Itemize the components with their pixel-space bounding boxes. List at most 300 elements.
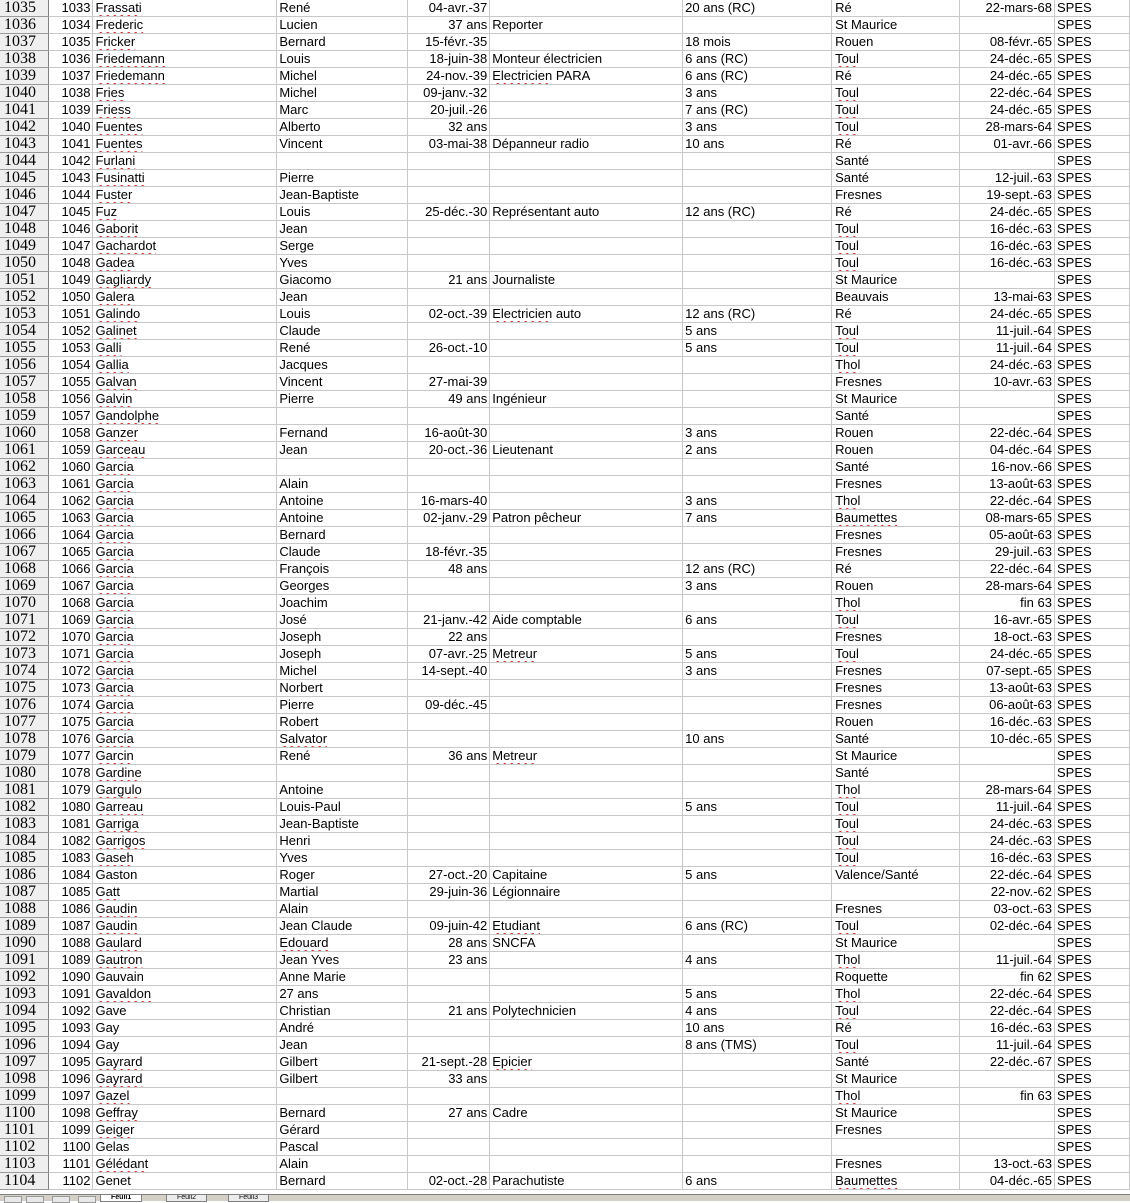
- birth-date-age-cell[interactable]: [408, 867, 490, 884]
- entry-number-cell[interactable]: [49, 850, 93, 867]
- sentence-cell[interactable]: [683, 357, 832, 374]
- release-date-cell[interactable]: [960, 306, 1055, 323]
- row-header-cell[interactable]: [0, 374, 49, 391]
- release-date-cell[interactable]: [960, 714, 1055, 731]
- association-cell[interactable]: [1054, 289, 1129, 306]
- surname-cell[interactable]: [93, 1037, 277, 1054]
- birth-date-age-cell[interactable]: [408, 1088, 490, 1105]
- first-name-cell[interactable]: [277, 969, 408, 986]
- association-cell[interactable]: [1054, 935, 1129, 952]
- entry-number-cell[interactable]: [49, 85, 93, 102]
- birth-date-age-cell[interactable]: [408, 901, 490, 918]
- first-name-cell[interactable]: [277, 867, 408, 884]
- prison-cell[interactable]: [832, 425, 960, 442]
- sentence-cell[interactable]: [683, 1088, 832, 1105]
- first-name-cell[interactable]: [277, 901, 408, 918]
- surname-cell[interactable]: [93, 391, 277, 408]
- row-header-cell[interactable]: [0, 34, 49, 51]
- surname-cell[interactable]: [93, 765, 277, 782]
- first-name-cell[interactable]: [277, 68, 408, 85]
- release-date-cell[interactable]: [960, 510, 1055, 527]
- first-name-cell[interactable]: [277, 187, 408, 204]
- prison-cell[interactable]: [832, 1020, 960, 1037]
- entry-number-cell[interactable]: [49, 476, 93, 493]
- association-cell[interactable]: [1054, 1071, 1129, 1088]
- entry-number-cell[interactable]: [49, 1173, 93, 1190]
- sentence-cell[interactable]: [683, 561, 832, 578]
- entry-number-cell[interactable]: [49, 833, 93, 850]
- surname-cell[interactable]: [93, 527, 277, 544]
- entry-number-cell[interactable]: [49, 68, 93, 85]
- profession-cell[interactable]: [490, 646, 683, 663]
- association-cell[interactable]: [1054, 493, 1129, 510]
- birth-date-age-cell[interactable]: [408, 34, 490, 51]
- release-date-cell[interactable]: [960, 102, 1055, 119]
- sentence-cell[interactable]: [683, 238, 832, 255]
- row-header-cell[interactable]: [0, 561, 49, 578]
- row-header-cell[interactable]: [0, 1156, 49, 1173]
- sentence-cell[interactable]: [683, 1037, 832, 1054]
- prison-cell[interactable]: [832, 782, 960, 799]
- profession-cell[interactable]: [490, 51, 683, 68]
- prison-cell[interactable]: [832, 255, 960, 272]
- association-cell[interactable]: [1054, 561, 1129, 578]
- entry-number-cell[interactable]: [49, 510, 93, 527]
- entry-number-cell[interactable]: [49, 306, 93, 323]
- release-date-cell[interactable]: [960, 697, 1055, 714]
- row-header-cell[interactable]: [0, 289, 49, 306]
- entry-number-cell[interactable]: [49, 136, 93, 153]
- first-name-cell[interactable]: [277, 136, 408, 153]
- profession-cell[interactable]: [490, 476, 683, 493]
- profession-cell[interactable]: [490, 459, 683, 476]
- row-header-cell[interactable]: [0, 187, 49, 204]
- profession-cell[interactable]: [490, 697, 683, 714]
- surname-cell[interactable]: [93, 221, 277, 238]
- association-cell[interactable]: [1054, 204, 1129, 221]
- surname-cell[interactable]: [93, 1003, 277, 1020]
- prison-cell[interactable]: [832, 51, 960, 68]
- association-cell[interactable]: [1054, 646, 1129, 663]
- entry-number-cell[interactable]: [49, 187, 93, 204]
- sentence-cell[interactable]: [683, 442, 832, 459]
- association-cell[interactable]: [1054, 952, 1129, 969]
- sentence-cell[interactable]: [683, 119, 832, 136]
- surname-cell[interactable]: [93, 425, 277, 442]
- profession-cell[interactable]: [490, 102, 683, 119]
- profession-cell[interactable]: [490, 935, 683, 952]
- profession-cell[interactable]: [490, 493, 683, 510]
- prison-cell[interactable]: [832, 731, 960, 748]
- sentence-cell[interactable]: [683, 255, 832, 272]
- birth-date-age-cell[interactable]: [408, 238, 490, 255]
- profession-cell[interactable]: [490, 1071, 683, 1088]
- entry-number-cell[interactable]: [49, 221, 93, 238]
- entry-number-cell[interactable]: [49, 255, 93, 272]
- row-header-cell[interactable]: [0, 901, 49, 918]
- first-name-cell[interactable]: [277, 1105, 408, 1122]
- entry-number-cell[interactable]: [49, 323, 93, 340]
- surname-cell[interactable]: [93, 476, 277, 493]
- entry-number-cell[interactable]: [49, 374, 93, 391]
- birth-date-age-cell[interactable]: [408, 765, 490, 782]
- profession-cell[interactable]: [490, 442, 683, 459]
- release-date-cell[interactable]: [960, 238, 1055, 255]
- sentence-cell[interactable]: [683, 544, 832, 561]
- profession-cell[interactable]: [490, 578, 683, 595]
- row-header-cell[interactable]: [0, 578, 49, 595]
- release-date-cell[interactable]: [960, 1071, 1055, 1088]
- first-name-cell[interactable]: [277, 850, 408, 867]
- profession-cell[interactable]: [490, 680, 683, 697]
- birth-date-age-cell[interactable]: [408, 935, 490, 952]
- first-name-cell[interactable]: [277, 17, 408, 34]
- first-name-cell[interactable]: [277, 51, 408, 68]
- row-header-cell[interactable]: [0, 884, 49, 901]
- row-header-cell[interactable]: [0, 850, 49, 867]
- profession-cell[interactable]: [490, 1156, 683, 1173]
- release-date-cell[interactable]: [960, 459, 1055, 476]
- sentence-cell[interactable]: [683, 493, 832, 510]
- birth-date-age-cell[interactable]: [408, 1071, 490, 1088]
- release-date-cell[interactable]: [960, 272, 1055, 289]
- row-header-cell[interactable]: [0, 1071, 49, 1088]
- sentence-cell[interactable]: [683, 816, 832, 833]
- sentence-cell[interactable]: [683, 153, 832, 170]
- first-name-cell[interactable]: [277, 442, 408, 459]
- association-cell[interactable]: [1054, 1173, 1129, 1190]
- release-date-cell[interactable]: [960, 816, 1055, 833]
- row-header-cell[interactable]: [0, 680, 49, 697]
- release-date-cell[interactable]: [960, 374, 1055, 391]
- birth-date-age-cell[interactable]: [408, 697, 490, 714]
- release-date-cell[interactable]: [960, 867, 1055, 884]
- sentence-cell[interactable]: [683, 952, 832, 969]
- first-name-cell[interactable]: [277, 374, 408, 391]
- association-cell[interactable]: [1054, 1088, 1129, 1105]
- entry-number-cell[interactable]: [49, 340, 93, 357]
- surname-cell[interactable]: [93, 510, 277, 527]
- surname-cell[interactable]: [93, 68, 277, 85]
- first-name-cell[interactable]: [277, 884, 408, 901]
- row-header-cell[interactable]: [0, 459, 49, 476]
- birth-date-age-cell[interactable]: [408, 1156, 490, 1173]
- entry-number-cell[interactable]: [49, 561, 93, 578]
- association-cell[interactable]: [1054, 34, 1129, 51]
- surname-cell[interactable]: [93, 867, 277, 884]
- sentence-cell[interactable]: [683, 1156, 832, 1173]
- surname-cell[interactable]: [93, 1071, 277, 1088]
- prison-cell[interactable]: [832, 629, 960, 646]
- sentence-cell[interactable]: [683, 1105, 832, 1122]
- entry-number-cell[interactable]: [49, 459, 93, 476]
- prison-cell[interactable]: [832, 204, 960, 221]
- association-cell[interactable]: [1054, 17, 1129, 34]
- first-name-cell[interactable]: [277, 323, 408, 340]
- first-name-cell[interactable]: [277, 204, 408, 221]
- sentence-cell[interactable]: [683, 629, 832, 646]
- row-header-cell[interactable]: [0, 986, 49, 1003]
- first-name-cell[interactable]: [277, 833, 408, 850]
- birth-date-age-cell[interactable]: [408, 850, 490, 867]
- first-name-cell[interactable]: [277, 680, 408, 697]
- first-name-cell[interactable]: [277, 765, 408, 782]
- release-date-cell[interactable]: [960, 1088, 1055, 1105]
- sentence-cell[interactable]: [683, 986, 832, 1003]
- association-cell[interactable]: [1054, 187, 1129, 204]
- profession-cell[interactable]: [490, 969, 683, 986]
- release-date-cell[interactable]: [960, 204, 1055, 221]
- first-name-cell[interactable]: [277, 238, 408, 255]
- row-header-cell[interactable]: [0, 85, 49, 102]
- association-cell[interactable]: [1054, 782, 1129, 799]
- tab-feuil2[interactable]: Feuil2: [166, 1195, 207, 1202]
- surname-cell[interactable]: [93, 799, 277, 816]
- association-cell[interactable]: [1054, 799, 1129, 816]
- birth-date-age-cell[interactable]: [408, 663, 490, 680]
- entry-number-cell[interactable]: [49, 1139, 93, 1156]
- entry-number-cell[interactable]: [49, 51, 93, 68]
- association-cell[interactable]: [1054, 918, 1129, 935]
- prison-cell[interactable]: [832, 510, 960, 527]
- profession-cell[interactable]: [490, 1122, 683, 1139]
- association-cell[interactable]: [1054, 238, 1129, 255]
- surname-cell[interactable]: [93, 629, 277, 646]
- first-name-cell[interactable]: [277, 272, 408, 289]
- association-cell[interactable]: [1054, 1037, 1129, 1054]
- entry-number-cell[interactable]: [49, 731, 93, 748]
- release-date-cell[interactable]: [960, 0, 1055, 17]
- entry-number-cell[interactable]: [49, 969, 93, 986]
- birth-date-age-cell[interactable]: [408, 340, 490, 357]
- profession-cell[interactable]: [490, 544, 683, 561]
- prison-cell[interactable]: [832, 17, 960, 34]
- prison-cell[interactable]: [832, 340, 960, 357]
- association-cell[interactable]: [1054, 170, 1129, 187]
- sentence-cell[interactable]: [683, 663, 832, 680]
- profession-cell[interactable]: [490, 799, 683, 816]
- sentence-cell[interactable]: [683, 850, 832, 867]
- sentence-cell[interactable]: [683, 34, 832, 51]
- profession-cell[interactable]: [490, 850, 683, 867]
- prison-cell[interactable]: [832, 85, 960, 102]
- sentence-cell[interactable]: [683, 102, 832, 119]
- birth-date-age-cell[interactable]: [408, 425, 490, 442]
- first-name-cell[interactable]: [277, 391, 408, 408]
- prison-cell[interactable]: [832, 34, 960, 51]
- release-date-cell[interactable]: [960, 935, 1055, 952]
- sentence-cell[interactable]: [683, 391, 832, 408]
- entry-number-cell[interactable]: [49, 867, 93, 884]
- association-cell[interactable]: [1054, 969, 1129, 986]
- association-cell[interactable]: [1054, 391, 1129, 408]
- row-header-cell[interactable]: [0, 544, 49, 561]
- sentence-cell[interactable]: [683, 918, 832, 935]
- surname-cell[interactable]: [93, 1105, 277, 1122]
- entry-number-cell[interactable]: [49, 663, 93, 680]
- profession-cell[interactable]: [490, 255, 683, 272]
- prison-cell[interactable]: [832, 952, 960, 969]
- surname-cell[interactable]: [93, 612, 277, 629]
- row-header-cell[interactable]: [0, 357, 49, 374]
- sentence-cell[interactable]: [683, 459, 832, 476]
- release-date-cell[interactable]: [960, 68, 1055, 85]
- entry-number-cell[interactable]: [49, 357, 93, 374]
- first-name-cell[interactable]: [277, 1071, 408, 1088]
- release-date-cell[interactable]: [960, 646, 1055, 663]
- entry-number-cell[interactable]: [49, 1105, 93, 1122]
- release-date-cell[interactable]: [960, 901, 1055, 918]
- profession-cell[interactable]: [490, 85, 683, 102]
- prison-cell[interactable]: [832, 561, 960, 578]
- birth-date-age-cell[interactable]: [408, 136, 490, 153]
- entry-number-cell[interactable]: [49, 680, 93, 697]
- sentence-cell[interactable]: [683, 323, 832, 340]
- first-name-cell[interactable]: [277, 0, 408, 17]
- birth-date-age-cell[interactable]: [408, 272, 490, 289]
- profession-cell[interactable]: [490, 527, 683, 544]
- row-header-cell[interactable]: [0, 425, 49, 442]
- entry-number-cell[interactable]: [49, 408, 93, 425]
- birth-date-age-cell[interactable]: [408, 782, 490, 799]
- row-header-cell[interactable]: [0, 391, 49, 408]
- profession-cell[interactable]: [490, 17, 683, 34]
- association-cell[interactable]: [1054, 425, 1129, 442]
- first-name-cell[interactable]: [277, 663, 408, 680]
- birth-date-age-cell[interactable]: [408, 391, 490, 408]
- surname-cell[interactable]: [93, 680, 277, 697]
- profession-cell[interactable]: [490, 238, 683, 255]
- row-header-cell[interactable]: [0, 340, 49, 357]
- birth-date-age-cell[interactable]: [408, 544, 490, 561]
- sentence-cell[interactable]: [683, 697, 832, 714]
- release-date-cell[interactable]: [960, 884, 1055, 901]
- profession-cell[interactable]: [490, 612, 683, 629]
- prison-cell[interactable]: [832, 153, 960, 170]
- profession-cell[interactable]: [490, 1088, 683, 1105]
- prison-cell[interactable]: [832, 136, 960, 153]
- association-cell[interactable]: [1054, 255, 1129, 272]
- surname-cell[interactable]: [93, 544, 277, 561]
- first-name-cell[interactable]: [277, 816, 408, 833]
- sentence-cell[interactable]: [683, 884, 832, 901]
- surname-cell[interactable]: [93, 714, 277, 731]
- surname-cell[interactable]: [93, 289, 277, 306]
- row-header-cell[interactable]: [0, 833, 49, 850]
- release-date-cell[interactable]: [960, 595, 1055, 612]
- sentence-cell[interactable]: [683, 1020, 832, 1037]
- entry-number-cell[interactable]: [49, 153, 93, 170]
- row-header-cell[interactable]: [0, 1122, 49, 1139]
- profession-cell[interactable]: [490, 340, 683, 357]
- profession-cell[interactable]: [490, 119, 683, 136]
- sentence-cell[interactable]: [683, 340, 832, 357]
- row-header-cell[interactable]: [0, 510, 49, 527]
- surname-cell[interactable]: [93, 119, 277, 136]
- association-cell[interactable]: [1054, 459, 1129, 476]
- release-date-cell[interactable]: [960, 408, 1055, 425]
- row-header-cell[interactable]: [0, 867, 49, 884]
- association-cell[interactable]: [1054, 306, 1129, 323]
- row-header-cell[interactable]: [0, 306, 49, 323]
- association-cell[interactable]: [1054, 1139, 1129, 1156]
- prison-cell[interactable]: [832, 391, 960, 408]
- birth-date-age-cell[interactable]: [408, 476, 490, 493]
- prison-cell[interactable]: [832, 578, 960, 595]
- prison-cell[interactable]: [832, 799, 960, 816]
- association-cell[interactable]: [1054, 357, 1129, 374]
- surname-cell[interactable]: [93, 493, 277, 510]
- association-cell[interactable]: [1054, 323, 1129, 340]
- first-name-cell[interactable]: [277, 153, 408, 170]
- surname-cell[interactable]: [93, 782, 277, 799]
- release-date-cell[interactable]: [960, 561, 1055, 578]
- profession-cell[interactable]: [490, 391, 683, 408]
- release-date-cell[interactable]: [960, 952, 1055, 969]
- first-name-cell[interactable]: [277, 425, 408, 442]
- profession-cell[interactable]: [490, 867, 683, 884]
- prison-cell[interactable]: [832, 0, 960, 17]
- prison-cell[interactable]: [832, 1088, 960, 1105]
- row-header-cell[interactable]: [0, 731, 49, 748]
- birth-date-age-cell[interactable]: [408, 1003, 490, 1020]
- entry-number-cell[interactable]: [49, 646, 93, 663]
- birth-date-age-cell[interactable]: [408, 374, 490, 391]
- association-cell[interactable]: [1054, 510, 1129, 527]
- surname-cell[interactable]: [93, 1088, 277, 1105]
- prison-cell[interactable]: [832, 102, 960, 119]
- sentence-cell[interactable]: [683, 1003, 832, 1020]
- birth-date-age-cell[interactable]: [408, 323, 490, 340]
- profession-cell[interactable]: [490, 357, 683, 374]
- sentence-cell[interactable]: [683, 731, 832, 748]
- first-name-cell[interactable]: [277, 748, 408, 765]
- row-header-cell[interactable]: [0, 595, 49, 612]
- association-cell[interactable]: [1054, 1054, 1129, 1071]
- release-date-cell[interactable]: [960, 51, 1055, 68]
- entry-number-cell[interactable]: [49, 816, 93, 833]
- association-cell[interactable]: [1054, 136, 1129, 153]
- birth-date-age-cell[interactable]: [408, 289, 490, 306]
- row-header-cell[interactable]: [0, 1139, 49, 1156]
- entry-number-cell[interactable]: [49, 612, 93, 629]
- profession-cell[interactable]: [490, 561, 683, 578]
- entry-number-cell[interactable]: [49, 17, 93, 34]
- first-name-cell[interactable]: [277, 714, 408, 731]
- birth-date-age-cell[interactable]: [408, 1122, 490, 1139]
- birth-date-age-cell[interactable]: [408, 578, 490, 595]
- first-name-cell[interactable]: [277, 119, 408, 136]
- entry-number-cell[interactable]: [49, 119, 93, 136]
- first-name-cell[interactable]: [277, 102, 408, 119]
- first-name-cell[interactable]: [277, 306, 408, 323]
- prison-cell[interactable]: [832, 238, 960, 255]
- release-date-cell[interactable]: [960, 1156, 1055, 1173]
- birth-date-age-cell[interactable]: [408, 510, 490, 527]
- profession-cell[interactable]: [490, 289, 683, 306]
- prison-cell[interactable]: [832, 816, 960, 833]
- profession-cell[interactable]: [490, 748, 683, 765]
- association-cell[interactable]: [1054, 221, 1129, 238]
- release-date-cell[interactable]: [960, 170, 1055, 187]
- association-cell[interactable]: [1054, 527, 1129, 544]
- association-cell[interactable]: [1054, 833, 1129, 850]
- first-name-cell[interactable]: [277, 1173, 408, 1190]
- prison-cell[interactable]: [832, 714, 960, 731]
- prison-cell[interactable]: [832, 867, 960, 884]
- entry-number-cell[interactable]: [49, 884, 93, 901]
- surname-cell[interactable]: [93, 1156, 277, 1173]
